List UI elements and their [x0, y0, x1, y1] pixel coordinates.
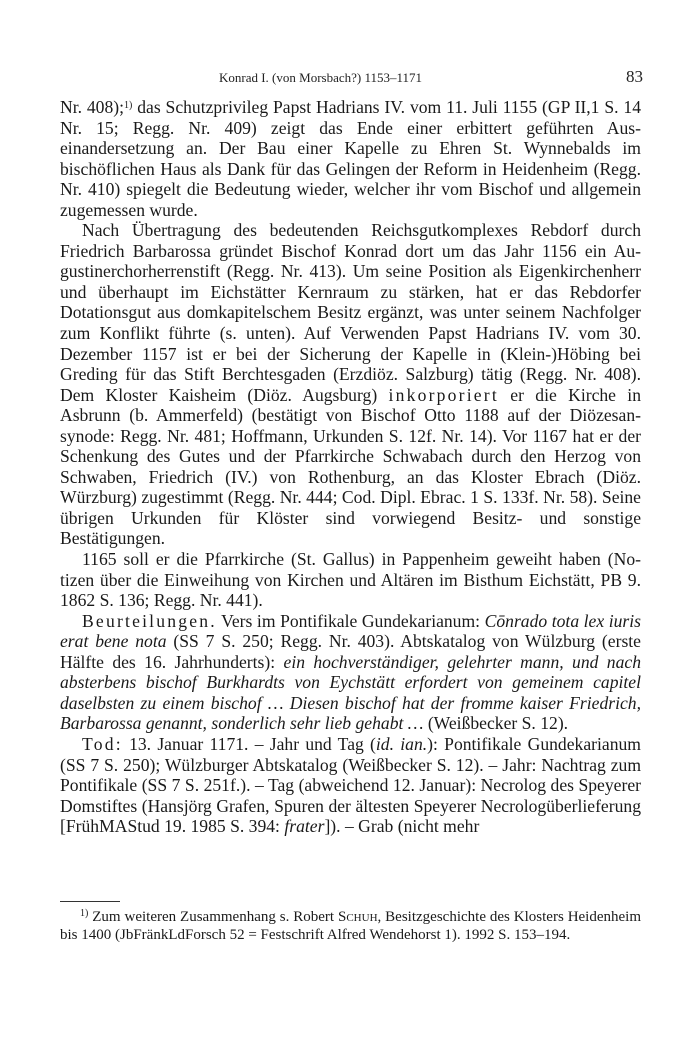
text-run: (Weißbecker S. 12). [423, 713, 569, 734]
author-name: Schuh [338, 909, 378, 925]
text-run: das Schutzprivileg Papst Hadrians IV. vom 11. Juli 1155 (GP II,1 S. 14 Nr. 15; Regg. Nr. 409) zeigt das Ende einer erbittert geführten Auseinandersetzung an. Der Bau einer Kapelle zu Ehren St. Wynnebalds im bischöflichen Haus als Dank für das Gelingen der Reform in Heidenheim (Regg. Nr. 410) spiegelt die Bedeutung wieder, welcher ihr vom Bischof und allgemein zugemessen wurde. [60, 97, 641, 220]
text-run: er die Kirche in Asbrunn (b. Ammerfeld) (bestätigt von Bischof Otto 1188 auf der Diözesansynode: Regg. Nr. 481; Hoffmann, Urkunden S. 12f. Nr. 14). Vor 1167 hat er der Schenkung des Gutes und der Pfarrkirche Schwabach durch den Herzog von Schwaben, Friedrich (IV.) von Rothenburg, an das Kloster Ebrach (Diöz. Würzburg) zugestimmt (Regg. Nr. 444; Cod. Dipl. Ebrac. 1 S. 133f. Nr. 58). Seine übrigen Urkunden für Klöster sind vorwiegend Besitz- und sonstige Bestätigungen. [60, 384, 641, 549]
paragraph-4 [60, 611, 641, 734]
running-head: Konrad I. (von Morsbach?) 1153–1171 [218, 70, 423, 85]
italic-term: id. ian. [375, 733, 428, 754]
text-run: Vers im Pontifikale Gundekarianum: [216, 610, 485, 631]
text-run: ]). – Grab (nicht mehr [324, 816, 480, 837]
footnote-reference: 1) [124, 100, 133, 111]
italic-term: frater [284, 816, 325, 837]
footnote-1 [60, 908, 641, 944]
text-run: ): Pontifikale Gundekarianum (SS 7 S. 250); Wülzburger Abtskatalog (Weißbecker S. 12). – Jahr: Nachtrag zum Pontifikale (SS 7 S. 251f.). – Tag (abweichend 12. Januar): Necrolog des Speyerer Domstiftes (Hansjörg Grafen, Spuren der ältesten Speyerer Necrologüberlieferung [FrühMAStud 19. 1985 S. 394: [60, 733, 641, 837]
footnote-mark: 1) [80, 908, 89, 919]
footnote [60, 908, 641, 944]
section-heading-tod: Tod: [82, 733, 123, 754]
text-run: Nach Übertragung des bedeutenden Reichsgutkomplexes Rebdorf durch Friedrich Barbarossa gründet Bischof Konrad dort um das Jahr 1156 ein Augustinerchorherrenstift (Regg. Nr. 413). Um seine Position als Eigenkirchenherr und überhaupt im Eichstätter Kernraum zu stärken, hat er das Rebdorfer Dotationsgut aus domkapitelschem Besitz ergänzt, was unter seinem Nachfolger zum Konflikt führte (s. unten). Auf Verwenden Papst Hadrians IV. vom 30. Dezember 1157 ist er bei der Sicherung der Kapelle in (Klein-)Höbing bei Greding für das Stift Berchtesgaden (Erzdiöz. Salzburg) tätig (Regg. Nr. 408). Dem Kloster Kaisheim (Diöz. Augsburg) [60, 220, 641, 405]
latin-quote: Cōnrado tota lex iuris erat bene nota [60, 610, 641, 652]
text-run: (SS 7 S. 250; Regg. Nr. 403). Abtskatalog von Wülzburg (erste Hälfte des 16. Jahrhunderts): [60, 631, 641, 672]
text-run: Nr. 408); [60, 97, 124, 117]
section-heading-beurteilungen: Beurteilungen. [82, 610, 217, 631]
german-quote: ein hochverständiger, gelehrter mann, und nach absterbens bischof Burkhardts von Eychstätt erfordert von gemeinem capitel daselbsten zu einem bischof … Diesen bischof hat der fromme kaiser Friedrich, Barbarossa genannt, sonderlich sehr lieb gehabt … [60, 651, 641, 734]
page-number: 83 [626, 67, 643, 86]
text-run: 13. Januar 1171. – Jahr und Tag ( [122, 733, 376, 754]
text-run: , Besitzgeschichte des Klosters Heidenheim bis 1400 (JbFränkLdForsch 52 = Festschrift Alfred Wendehorst 1). 1992 S. 153–194. [60, 909, 641, 943]
spaced-emphasis: inkorporiert [388, 384, 499, 405]
paragraph-2 [60, 220, 641, 549]
text-run: Zum weiteren Zusammenhang s. Robert [88, 909, 338, 925]
main-text [60, 97, 641, 837]
footnote-divider [60, 901, 120, 902]
paragraph-3: 1165 soll er die Pfarrkirche (St. Gallus) in Pappenheim geweiht haben (Notizen über die Einweihung von Kirchen und Altären im Bisthum Eichstätt, PB 9. 1862 S. 136; Regg. Nr. 441). [60, 549, 641, 611]
paragraph-1 [60, 97, 641, 220]
paragraph-5 [60, 734, 641, 837]
